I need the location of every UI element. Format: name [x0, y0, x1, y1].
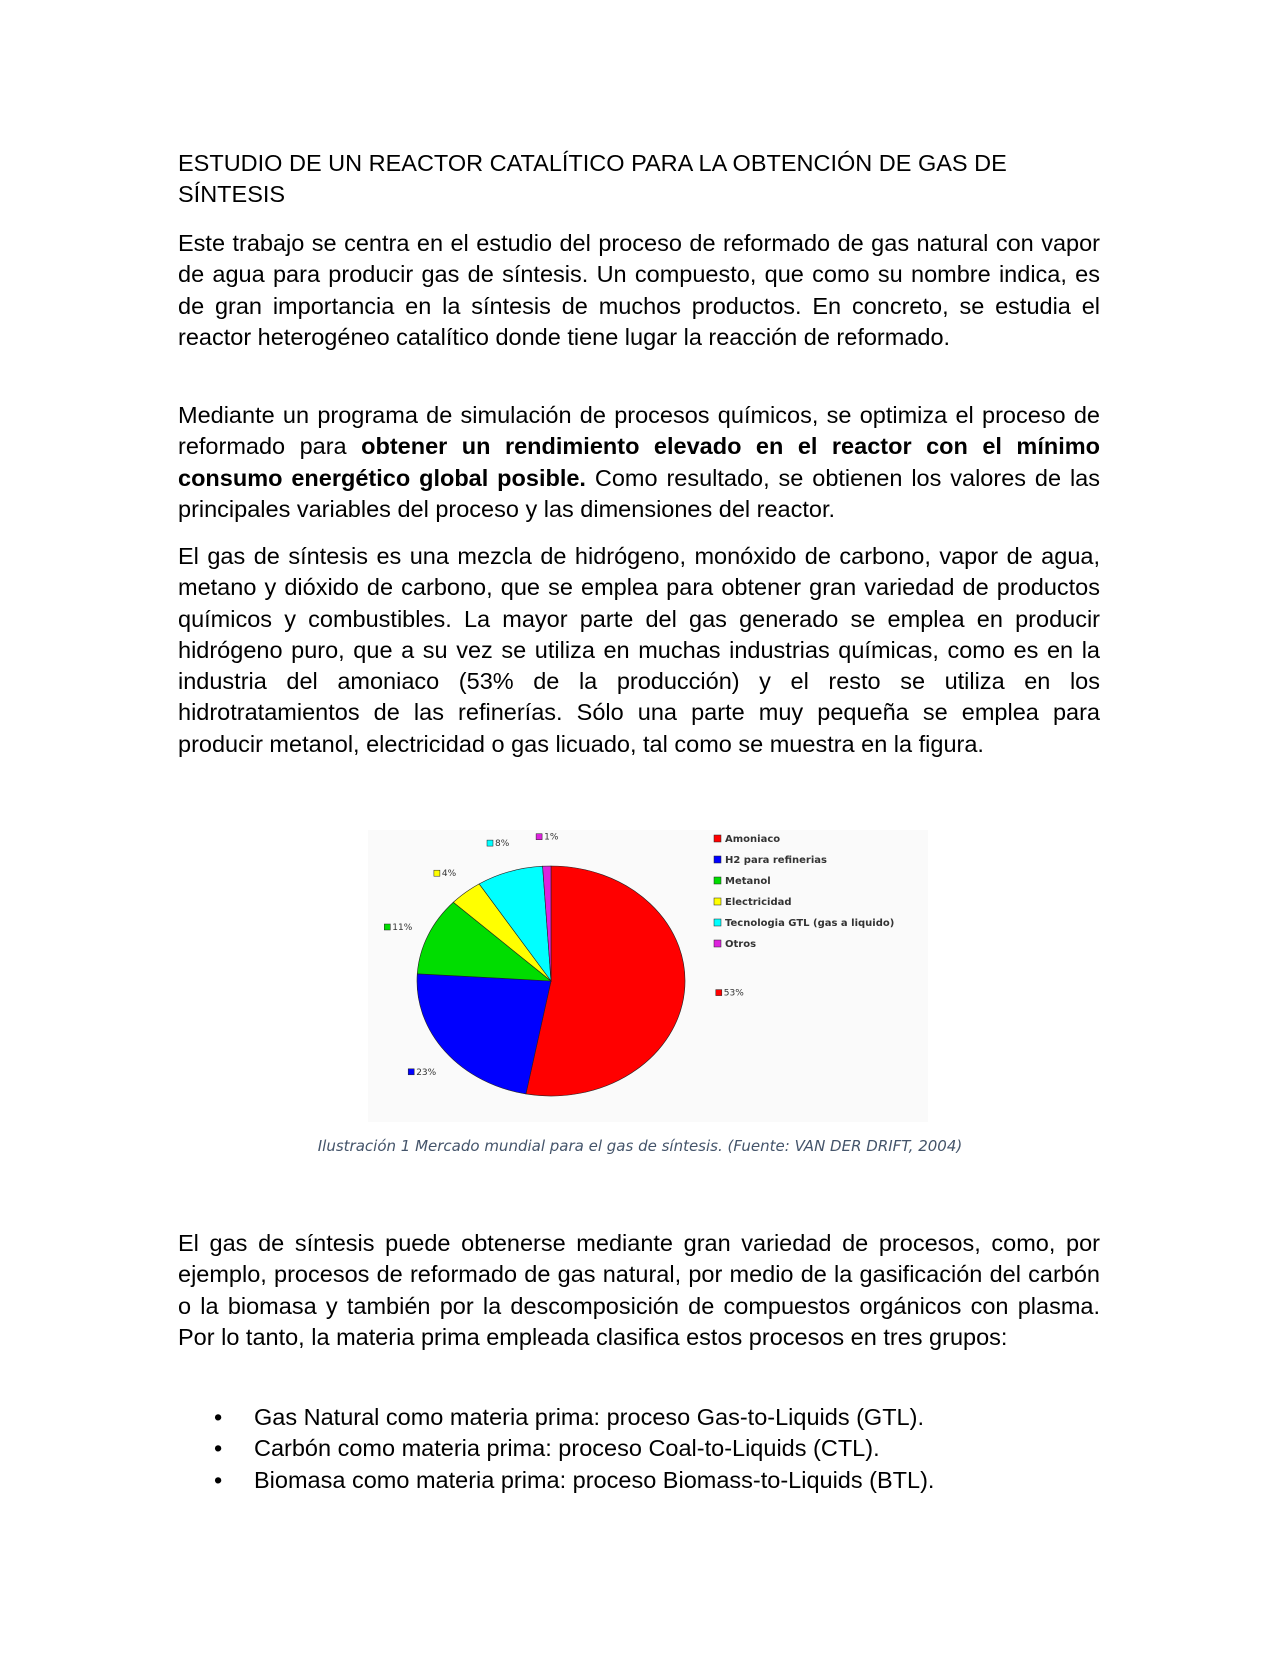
legend-label: H2 para refinerias	[725, 855, 827, 866]
bullet: •	[214, 1404, 223, 1430]
paragraph-intro: Este trabajo se centra en el estudio del proceso de reformado de gas natural con vapor de agua para producir gas de síntesis. Un compuesto, que como su nombre indica, es de gran importancia en la síntesis de muchos productos. En concreto, se estudia el reactor heterogéneo catalítico donde tiene lugar la reacción de reformado.	[178, 230, 1100, 350]
slice-label-text: 4%	[441, 869, 457, 880]
pie-slices	[417, 866, 685, 1096]
paragraph-simulation-end: Como resultado, se obtienen los valores de las principales variables del proceso y las dimensiones del reactor.	[178, 464, 1100, 522]
process-list	[178, 1402, 1100, 1496]
slice-label-swatch	[434, 870, 440, 876]
list-item	[178, 1465, 1100, 1496]
slice-label-swatch	[487, 840, 493, 846]
list-item-text: Carbón como materia prima: proceso Coal-to-Liquids (CTL).	[254, 1435, 880, 1462]
slice-label-text: 23%	[416, 1067, 437, 1078]
legend-item	[714, 897, 792, 908]
legend-label: Metanol	[725, 876, 771, 887]
legend-swatch	[714, 856, 721, 863]
legend-label: Tecnologia GTL (gas a liquido)	[725, 918, 895, 929]
list-item	[178, 1433, 1100, 1464]
legend-swatch	[714, 835, 721, 842]
slice-label-text: 1%	[544, 832, 559, 843]
figure-caption: Ilustración 1 Mercado mundial para el gas de síntesis. (Fuente: VAN DER DRIFT, 2004)	[317, 1137, 963, 1155]
legend-swatch	[714, 898, 721, 905]
paragraph-simulation-bold: obtener un rendimiento elevado en el reactor con el mínimo consumo energético global posible.	[178, 433, 1100, 491]
slice-label-swatch	[536, 834, 542, 840]
paragraph-syngas: El gas de síntesis es una mezcla de hidrógeno, monóxido de carbono, vapor de agua, metano y dióxido de carbono, que se emplea para obtener gran variedad de productos químicos y combustibles. La mayor parte del gas generado se emplea en producir hidrógeno puro, que a su vez se utiliza en muchas industrias químicas, como es en la industria del amoniaco (53% de la producción) y el resto se utiliza en los hidrotratamientos de las refinerías. Sólo una parte muy pequeña se emplea para producir metanol, electricidad o gas licuado, tal como se muestra en la figura.	[178, 543, 1100, 757]
list-item	[178, 1402, 1100, 1433]
paragraph-simulation-start: Mediante un programa de simulación de procesos químicos, se optimiza el proceso de reformado para	[178, 402, 1100, 460]
slice-label-swatch	[716, 990, 722, 996]
pie-chart-figure	[368, 830, 928, 1122]
legend-label: Electricidad	[725, 897, 792, 908]
legend-label: Otros	[725, 939, 757, 950]
legend-item	[714, 855, 827, 866]
paragraph-processes: El gas de síntesis puede obtenerse mediante gran variedad de procesos, como, por ejemplo, procesos de reformado de gas natural, por medio de la gasificación del carbón o la biomasa y también por la descomposición de compuestos orgánicos con plasma. Por lo tanto, la materia prima empleada clasifica estos procesos en tres grupos:	[178, 1230, 1100, 1350]
slice-label-swatch	[384, 924, 390, 930]
slice-label-text: 53%	[723, 988, 744, 999]
slice-label-swatch	[408, 1069, 414, 1075]
legend-swatch	[714, 919, 721, 926]
paragraph-simulation	[178, 400, 1100, 525]
slice-label-text: 11%	[392, 923, 413, 933]
legend-swatch	[714, 877, 721, 884]
list-item-text: Biomasa como materia prima: proceso Biomass-to-Liquids (BTL).	[254, 1466, 935, 1493]
list-item-text: Gas Natural como materia prima: proceso Gas-to-Liquids (GTL).	[254, 1404, 924, 1430]
legend-item	[714, 918, 894, 929]
document-title: ESTUDIO DE UN REACTOR CATALÍTICO PARA LA OBTENCIÓN DE GAS DE SÍNTESIS	[178, 150, 1007, 207]
pie-chart	[368, 830, 928, 1122]
bullet: •	[214, 1466, 223, 1493]
bullet: •	[214, 1435, 223, 1462]
legend-swatch	[714, 940, 721, 947]
slice-label-text: 8%	[495, 839, 510, 850]
legend-label: Amoniaco	[725, 834, 781, 845]
